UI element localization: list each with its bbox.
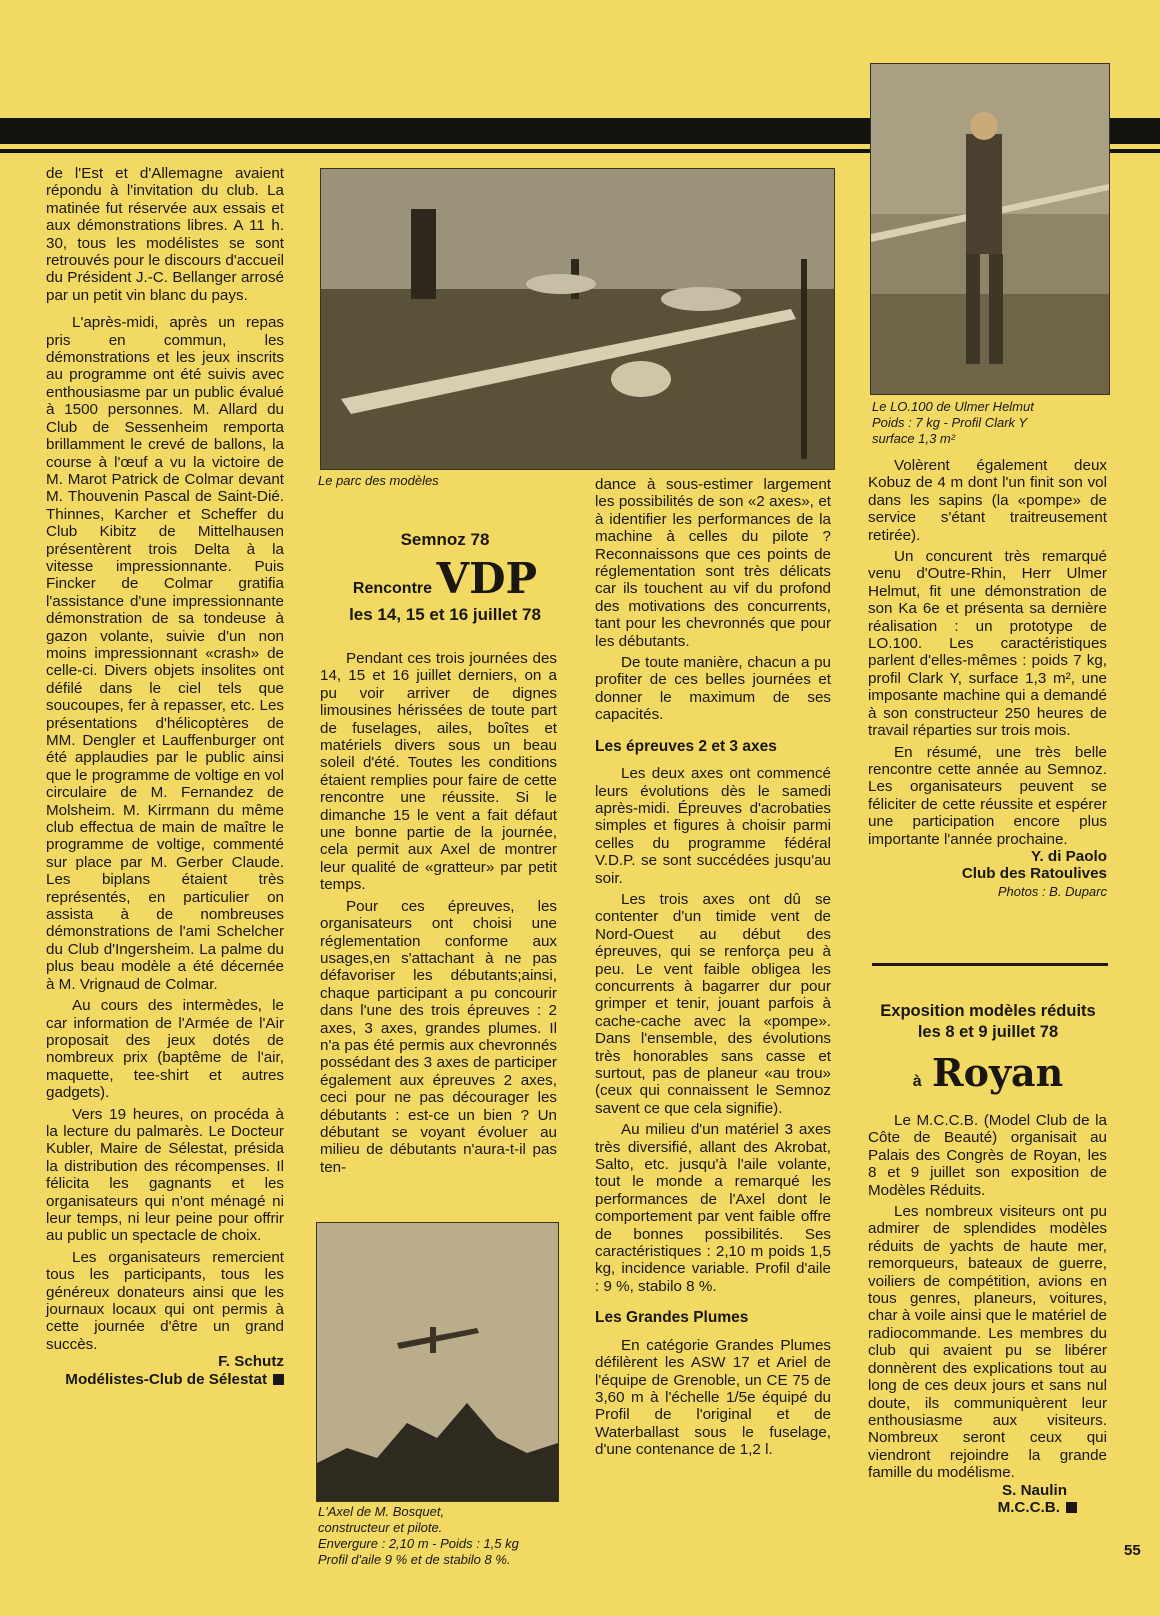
column-1-article (46, 165, 284, 1388)
col1-paragraph: Les organisateurs remercient tous les participants, tous les généreux donateurs ainsi que les journaux locaux qui ont permis à cette journée d'être un grand succès. (46, 1248, 284, 1353)
photo-axel-glider (316, 1222, 559, 1502)
royan-head-line1: Exposition modèles réduits (880, 1002, 1096, 1020)
royan-head-line2: les 8 et 9 juillet 78 (917, 1023, 1059, 1041)
col4-paragraph: Volèrent également deux Kobuz de 4 m dont l'un finit son vol dans les sapins (la «pompe» de service s'étant traitreusement retirée). (868, 457, 1107, 544)
vdp-kicker: Semnoz 78 (400, 530, 490, 549)
royan-title: Royan (932, 1050, 1064, 1095)
col3-subheading-plumes: Les Grandes Plumes (595, 1309, 749, 1327)
royan-paragraph: Les nombreux visiteurs ont pu admirer de splendides modèles réduits de yachts de haute mer, remorqueurs, bateaux de guerre, voiliers de compétition, avions en tous genres, planeurs, voitures, char à voile ainsi que le matériel de radiocommande. Les membres du club qui avaient pu se libérer donnèrent des explications tout au long de ces deux jours et sans nul doute, ils communiquèrent leur enthousiasme aux visiteurs. Nombreux seront ceux qui viendront rejoindre la grande famille du modélisme. (868, 1203, 1107, 1482)
col1-paragraph: Vers 19 heures, on procéda à la lecture du palmarès. Le Docteur Kubler, Maire de Sélestat, présida la distribution des récompenses. Il félicita les gagnants et les organisateurs qui n'ont ménagé ni leur temps, ni leur peine pour offrir au public un spectacle de choix. (46, 1105, 284, 1245)
photo-lo100-caption: Le LO.100 de Ulmer Helmut Poids : 7 kg - Profil Clark Y surface 1,3 m² (872, 399, 1034, 446)
end-square-icon (273, 1374, 284, 1385)
col3-paragraph: En catégorie Grandes Plumes défilèrent les ASW 17 et Ariel de l'équipe de Grenoble, un CE 75 de 3,60 m à l'échelle 1/5e équipé du Profil de l'original et de Waterballast sous le fuselage, d'une contenance de 1,2 l. (595, 1336, 831, 1459)
col4-photo-credit: Photos : B. Duparc (997, 883, 1107, 899)
photo-axel-caption: L'Axel de M. Bosquet, constructeur et pilote. Envergure : 2,10 m - Poids : 1,5 kg Profil d'aile 9 % et de stabilo 8 %. (318, 1504, 519, 1567)
col1-signature-club: Modélistes-Club de Sélestat (46, 1371, 284, 1388)
col3-paragraph: Les trois axes ont dû se contenter d'un timide vent de Nord-Ouest au début des épreuves, qui se renforça peu à peu. Le vent faible obligea les concurrents à bagarrer dur pour grimper et tenir, jouant parfois à cache-cache avec la «pompe». Dans l'ensemble, des évolutions très honorables sans casse et surtout, pas de planeur «au trou» (ceux qui connaissent le Semnoz savent ce que cela signifie). (595, 890, 831, 1117)
vdp-paragraph: Pour ces épreuves, les organisateurs ont choisi une réglementation conforme aux usages,en s'attachant à ne pas défavoriser les débutants;ainsi, chaque participant a pu concourir dans l'une des trois épreuves : 2 axes, 3 axes, grandes plumes. Il n'a pas été permis aux chevronnés possédant des 3 axes de participer également aux épreuves 2 axes, ceci pour ne pas décourager les débutants : est-ce un bien ? Un débutant se voyant évoluer au milieu de débutants n'aura-t-il pas ten- (320, 897, 557, 1176)
royan-paragraph: Le M.C.C.B. (Model Club de la Côte de Beauté) organisait au Palais des Congrès de Royan, les 8 et 9 juillet son exposition de Modèles Réduits. (868, 1112, 1107, 1199)
col1-paragraph: Au cours des intermèdes, le car information de l'Armée de l'Air proposait des jeux dotés de nombreux prix (baptême de l'air, maquette, tee-shirt et autres gadgets). (46, 997, 284, 1102)
column-2-article (320, 650, 557, 1176)
col1-paragraph: de l'Est et d'Allemagne avaient répondu à l'invitation du club. La matinée fut réservée aux essais et aux démonstrations libres. A 11 h. 30, tous les modélistes se sont retrouvés pour le discours d'accueil du Président J.-C. Bellanger arrosé par un petit vin blanc du pays. (46, 165, 284, 304)
photo-model-park (320, 168, 835, 470)
col3-paragraph: Au milieu d'un matériel 3 axes très diversifié, allant des Akrobat, Salto, etc. jusqu'à l'aile volante, tout le monde a remarqué les performances de l'Axel dont le comportement par vent faible offre de bonnes possibilités. Ses caractéristiques : 2,10 m poids 1,5 kg, incidence variable. Profil d'aile : 9 %, stabilo 8 %. (595, 1121, 831, 1295)
col4-signature-name: Y. di Paolo (1031, 847, 1107, 865)
royan-article (868, 1112, 1107, 1516)
vdp-dates: les 14, 15 et 16 juillet 78 (349, 605, 541, 624)
column-3-article (595, 476, 831, 1459)
col1-signature-name: F. Schutz (218, 1353, 284, 1371)
col4-paragraph: En résumé, une très belle rencontre cette année au Semnoz. Les organisateurs peuvent se féliciter de cette réussite et espérer une participation encore plus importante l'année prochaine. (868, 743, 1107, 848)
vdp-paragraph: Pendant ces trois journées des 14, 15 et 16 juillet derniers, on a pu voir arriver de dignes limousines hérissées de toute part de fuselages, ailes, boîtes et matériels divers sous un beau soleil d'été. Toutes les conditions étaient remplies pour faire de cette rencontre une réussite. Si le dimanche 15 le vent a fait défaut une bonne partie de la journée, cela permit aux Axel de montrer leur qualité de «gratteur» par petit temps. (320, 650, 557, 894)
end-square-icon (1066, 1502, 1077, 1513)
axel-glider-image (317, 1223, 558, 1501)
col3-paragraph: Les deux axes ont commencé leurs évolutions dès le samedi après-midi. Épreuves d'acrobaties simples et figures à choisir parmi celles du programme fédéral V.D.P. se sont succédées jusqu'au soir. (595, 765, 831, 887)
col3-subheading-axes: Les épreuves 2 et 3 axes (595, 737, 777, 755)
model-park-image (321, 169, 834, 469)
vdp-title: VDP (436, 554, 538, 603)
col3-paragraph: dance à sous-estimer largement les possibilités de son «2 axes», et à identifier les performances de la machine à celles du pilote ? Reconnaissons que ces points de réglementation sont très délicats car ils touchent au vif du profond des motivations des concurrents, tant pour les chevronnés que pour les débutants. (595, 476, 831, 650)
vdp-heading (320, 530, 570, 625)
column-4-article (868, 457, 1107, 900)
column-4-divider (872, 963, 1108, 966)
lo100-pilot-image (871, 64, 1109, 394)
col4-signature-club: Club des Ratoulives (961, 865, 1107, 883)
col4-paragraph: Un concurent très remarqué venu d'Outre-Rhin, Herr Ulmer Helmut, fit une démonstration de son Ka 6e et présenta sa dernière réalisation : un prototype de LO.100. Les caractéristiques parlent d'elles-mêmes : poids 7 kg, profil Clark Y, surface 1,3 m², une imposante machine qui a demandé à son constructeur 250 heures de travail réparties sur trois mois. (868, 548, 1107, 740)
photo-lo100-pilot (870, 63, 1110, 395)
col3-paragraph: De toute manière, chacun a pu profiter de ces belles journées et donner le maximum de ses capacités. (595, 654, 831, 724)
royan-heading (868, 1002, 1108, 1095)
page-number: 55 (1124, 1542, 1141, 1559)
vdp-pre: Rencontre (352, 580, 433, 597)
royan-a: à (912, 1073, 922, 1090)
col1-paragraph: L'après-midi, après un repas pris en commun, les démonstrations et les jeux inscrits au programme ont été suivis avec enthousiasme par un public évalué à 1500 personnes. M. Allard du Club de Sessenheim remporta brillamment le crevé de ballons, la course à l'œuf a vu la victoire de M. Marot Patrick de Colmar devant M. Thouvenin Pascal de Saint-Dié. Thinnes, Karcher et Scheffer du Club Kibitz de Mittelhausen présentèrent trois Delta à la vitesse impressionnante. Puis Fincker de Colmar gratifia l'assistance d'une impressionnante démonstration de sa tondeuse à gazon volante, suivie d'un non moins impressionnant «crash» de celle-ci. Divers objets insolites ont défilé dans le ciel tels que soucoupes, fer à repasser, etc. Les présentations d'hélicoptères de MM. Dengler et Lauffenburger ont été applaudies par le public ainsi que le programme de voltige en vol circulaire de M. Fernandez de Molsheim. M. Kirrmann du même club effectua de main de maître le programme de voltige, commenté sur place par M. Gerber Claude. Les biplans étaient très représentés, en particulier on assista à de nombreuses démonstrations de l'ami Schelcher du Club d'Ingersheim. La palme du plus beau modèle a été décernée à M. Vrignaud de Colmar. (46, 314, 284, 993)
royan-signature-club: M.C.C.B. (868, 1499, 1107, 1516)
royan-signature-name: S. Naulin (1002, 1481, 1067, 1499)
photo-model-park-caption: Le parc des modèles (318, 473, 439, 488)
